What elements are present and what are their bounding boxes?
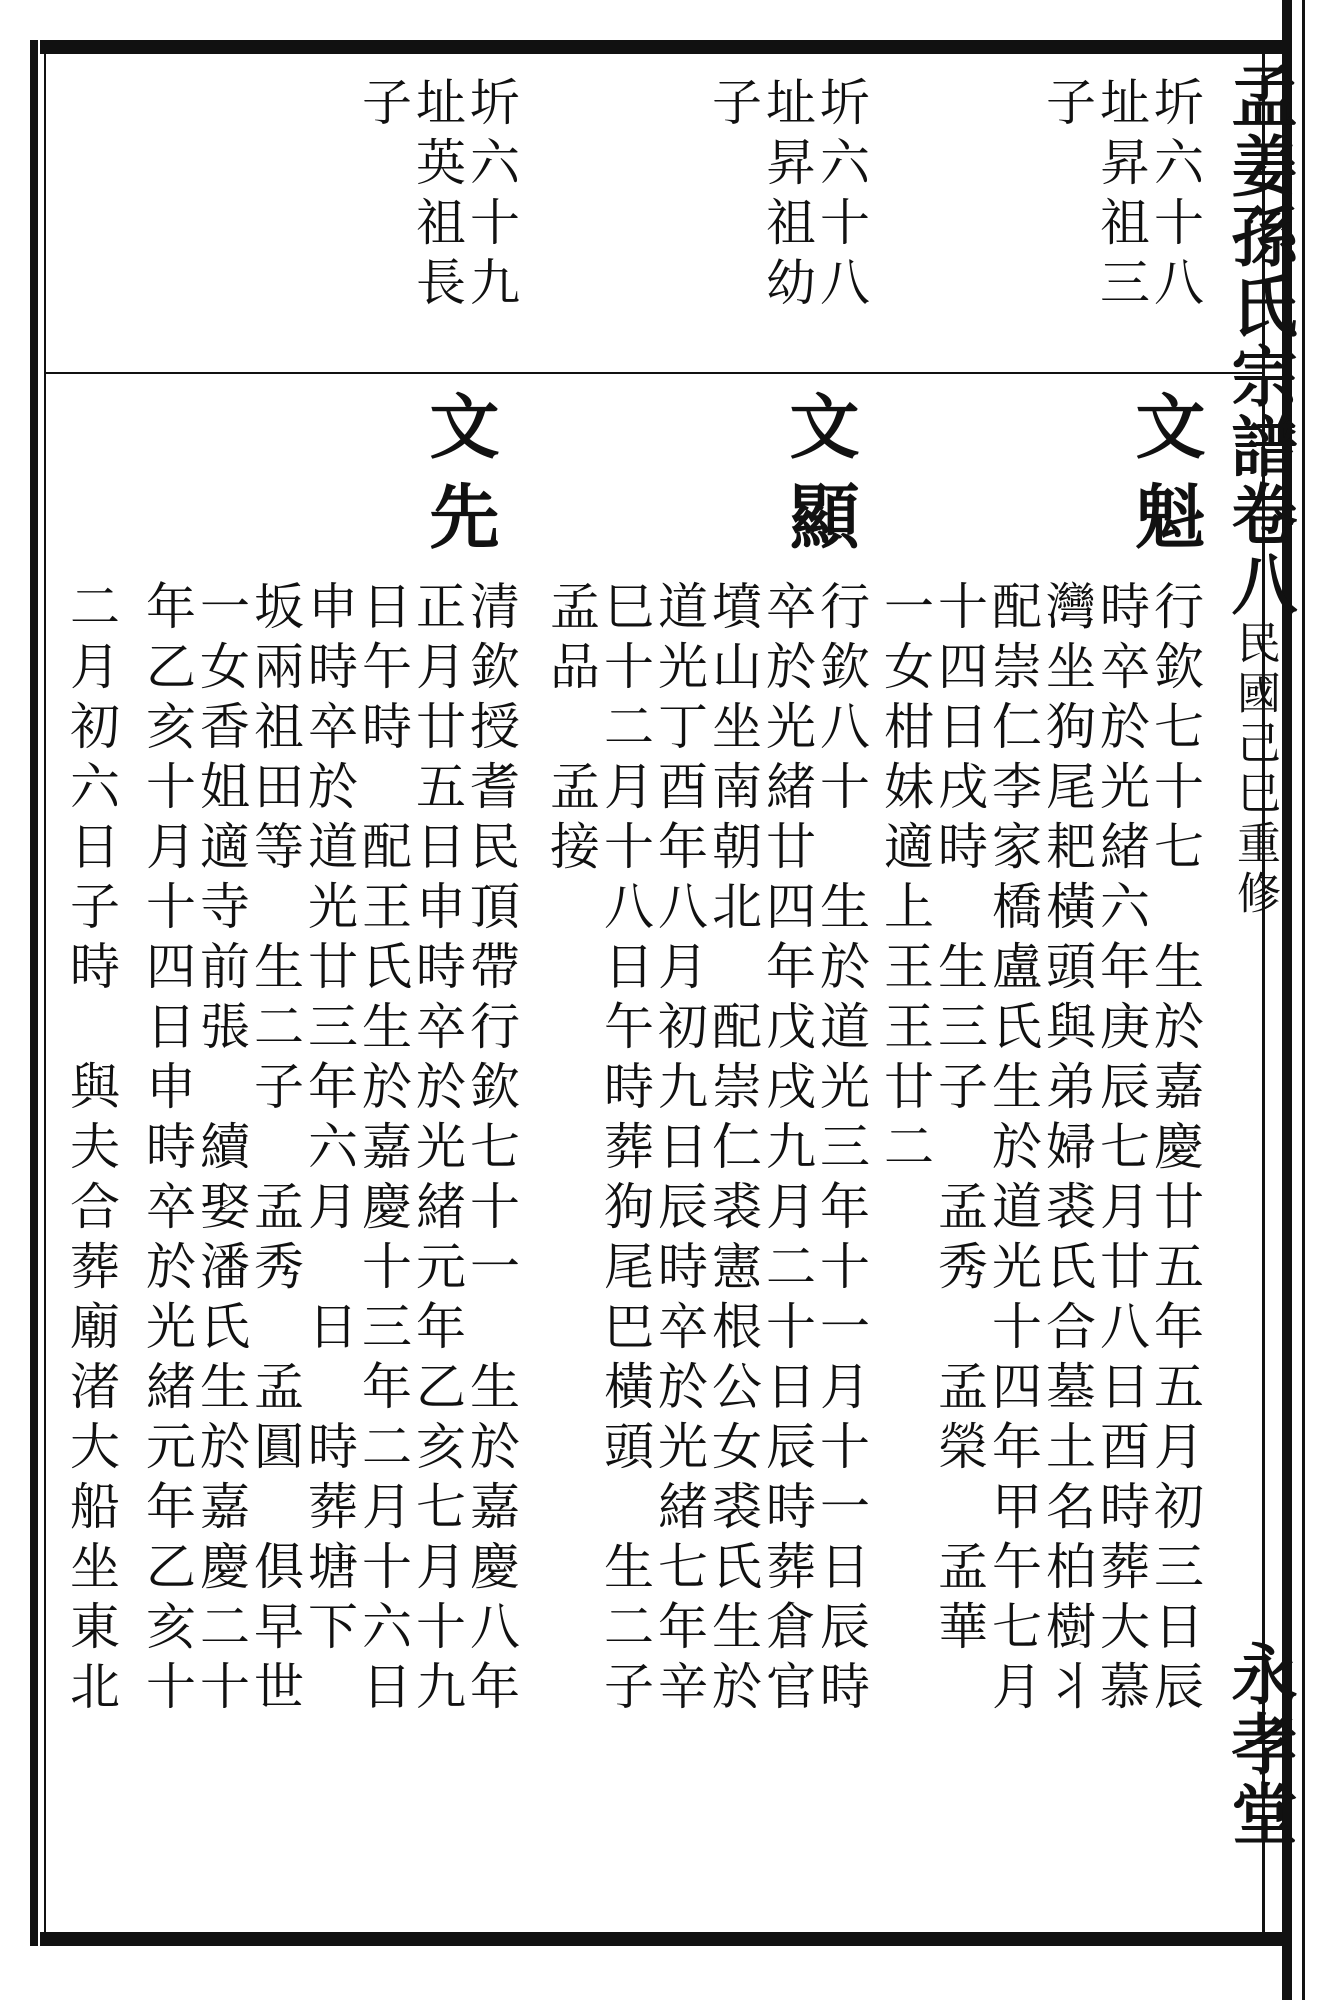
entry-line-6: 一女柑妹適上王王廿二	[876, 580, 934, 1180]
entry-line-9: 墳山坐南朝北 配崇仁裘憲根公女裘氏生於	[704, 580, 762, 1720]
entry-line-18: 一女香姐適寺前張 續娶潘氏生於嘉慶二十	[192, 580, 250, 1720]
entry-line-11: 巳十二月十八日午時葬狗尾巴橫頭 生二子	[596, 580, 654, 1720]
margin-hall: 永孝堂	[1220, 1640, 1298, 1850]
upper-col-1: 圻六十八	[1146, 76, 1204, 316]
entry-line-5: 十四日戌時 生三子 孟秀 孟榮 孟華	[930, 580, 988, 1660]
upper-col-9: 子	[354, 76, 412, 136]
upper-col-3: 子	[1038, 76, 1096, 136]
margin-volume: 卷八	[1220, 480, 1298, 620]
top-border	[40, 40, 1290, 54]
section-divider	[46, 372, 1262, 374]
entry-line-2: 時卒於光緒六年庚辰七月廿八日酉時葬大慕	[1092, 580, 1150, 1720]
person-name-wenxian2: 文先	[418, 390, 501, 570]
left-inner-border	[44, 54, 46, 1932]
entry-line-12: 孟品 孟接	[542, 580, 600, 880]
entry-line-16: 申時卒於道光廿三年六月 日 時葬塘下	[300, 580, 358, 1660]
person-name-wenkui: 文魁	[1124, 390, 1207, 570]
left-border	[30, 40, 38, 1946]
entry-line-15: 日午時 配王氏生於嘉慶十三年二月十六日	[354, 580, 412, 1720]
margin-title: 孟姜孫氏宗譜	[1220, 62, 1298, 482]
entry-line-17: 坂兩祖田等 生二子 孟秀 孟圓 俱早世	[246, 580, 304, 1720]
spine-line	[1302, 0, 1305, 2000]
upper-col-2: 址昇祖三	[1092, 76, 1150, 316]
entry-line-10: 道光丁酉年八月初九日辰時卒於光緒七年辛	[650, 580, 708, 1720]
entry-line-1: 行欽七十七 生於嘉慶廿五年五月初三日辰	[1146, 580, 1204, 1720]
entry-line-8: 卒於光緒廿四年戊戌九月二十日辰時葬倉官	[758, 580, 816, 1720]
upper-col-6: 子	[704, 76, 762, 136]
bottom-border	[40, 1932, 1290, 1946]
entry-line-13: 清欽授耆民頂帶行欽七十一 生於嘉慶八年	[462, 580, 520, 1720]
person-name-wenxian: 文顯	[778, 390, 861, 570]
upper-col-7: 圻六十九	[462, 76, 520, 316]
entry-line-7: 行欽八十 生於道光三年十一月十一日辰時	[812, 580, 870, 1720]
entry-line-4: 配崇仁李家橋盧氏生於道光十四年甲午七月	[984, 580, 1042, 1720]
entry-line-19: 年乙亥十月十四日申時卒於光緒元年乙亥十	[138, 580, 196, 1720]
entry-line-3: 灣坐狗尾耙橫頭與弟婦裘氏合墓土名柏樹丬	[1038, 580, 1096, 1720]
upper-col-4: 圻六十八	[812, 76, 870, 316]
entry-line-14: 正月廿五日申時卒於光緒元年乙亥七月十九	[408, 580, 466, 1720]
upper-col-5: 址昇祖幼	[758, 76, 816, 316]
margin-edition: 民國己巳重修	[1229, 620, 1280, 920]
upper-col-8: 址英祖長	[408, 76, 466, 316]
entry-line-20: 二月初六日子時 與夫合葬廟渚大船坐東北	[62, 580, 120, 1720]
